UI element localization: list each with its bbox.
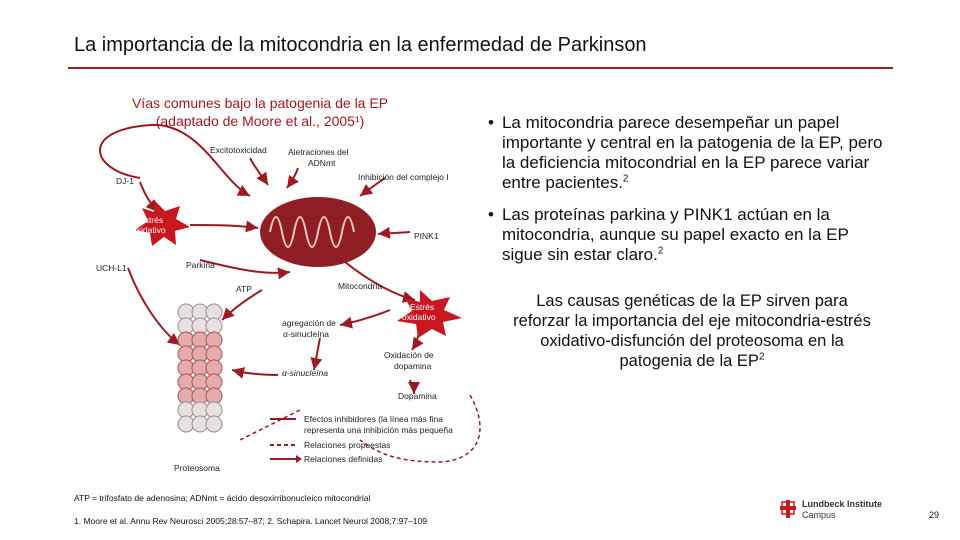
label-oxidacion-2: dopamina (394, 361, 432, 371)
proteasome-shape (178, 304, 222, 432)
label-alteraciones-2: ADNmt (308, 158, 336, 168)
arrow-pink1 (378, 232, 410, 234)
bullet-1-sup: 2 (622, 173, 629, 185)
label-estres-1-l1: Estrés (139, 215, 164, 225)
bullet-2-body: Las proteínas parkina y PINK1 actúan en la mitocondria, aunque su papel exacto en la EP sigue sin estar claro. (501, 205, 849, 264)
legend-definidas: Relaciones definidas (304, 454, 383, 464)
arrow-estres-agreg (340, 310, 390, 325)
label-estres-1-l2: oxidativo (132, 225, 166, 235)
bullet-item (488, 205, 886, 265)
legend-inhib-1: Efectos inhibidores (la línea más fina (304, 414, 443, 424)
label-excitotoxicidad: Excitotoxicidad (210, 145, 267, 155)
arrow-estres-mito (190, 225, 258, 228)
label-dopamina: Dopamina (398, 391, 437, 401)
causes-body: Las causas genéticas de la EP sirven para reforzar la importancia del eje mitocondria-estrés oxidativo-disfunción del proteosoma en la patogenia de la EP (513, 292, 871, 370)
label-proteosoma: Proteosoma (174, 463, 220, 473)
bullet-text-2 (502, 205, 886, 265)
bullet-item (488, 113, 886, 193)
label-mitocondria: Mitocondria (338, 281, 382, 291)
bullet-1-body: La mitocondria parece desempeñar un papel importante y central en la patogenia de la EP, pero la deficiencia mitocondrial en la EP parece variar entre pacientes. (501, 113, 883, 192)
lundbeck-logo (780, 498, 900, 522)
slide-title: La importancia de la mitocondria en la enfermedad de Parkinson (74, 34, 647, 56)
logo-line-2: Campus (802, 510, 836, 520)
bullet-list (488, 113, 886, 265)
label-dj1: DJ-1 (116, 176, 134, 186)
arrow-adn (287, 168, 298, 188)
label-alteraciones-1: Aletraciones del (288, 147, 349, 157)
label-pink1: PINK1 (414, 231, 439, 241)
page-number: 29 (929, 510, 940, 520)
mitochondrion-shape (260, 197, 376, 267)
footnote-abbreviations: ATP = trifosfato de adenosina; ADNmt = ácido desoxirribonucleico mitocondrial (74, 493, 371, 503)
bullet-marker: • (488, 113, 494, 132)
arrow-excito (250, 158, 268, 185)
caption-line-1: Vías comunes bajo la patogenia de la EP (131, 95, 389, 111)
arrow-sinuc-prot (232, 370, 278, 375)
legend-arrow-definidas (296, 455, 302, 463)
bullet-text-1 (502, 113, 886, 193)
label-sinucleina: α-sinucleína (282, 368, 328, 378)
logo-emblem-icon (780, 500, 796, 518)
label-estres-2-l1: Estrés (410, 302, 435, 312)
legend-propuestas: Relaciones propuestas (304, 440, 391, 450)
label-agregacion-1: agregación de (282, 318, 336, 328)
caption-line-2: (adaptado de Moore et al., 2005¹) (155, 113, 365, 129)
label-atp: ATP (236, 284, 252, 294)
causes-sup: 2 (758, 351, 765, 363)
dashed-sinuc (240, 410, 300, 440)
label-estres-2-l2: oxidativo (402, 312, 436, 322)
legend-inhib-2: representa una inhibición más pequeña (304, 425, 453, 435)
bullet-2-sup: 2 (657, 245, 664, 257)
label-oxidacion-1: Oxidación de (384, 350, 434, 360)
label-inhibicion: Inhibición del complejo I (358, 172, 449, 182)
arrow-agregacion (314, 338, 320, 370)
arrow-atp (222, 290, 262, 320)
label-agregacion-2: α-sinucleína (283, 329, 330, 339)
label-parkina: Parkina (186, 260, 215, 270)
causes-paragraph (508, 291, 876, 371)
logo-line-1: Lundbeck Institute (802, 499, 883, 509)
bullet-marker: • (488, 205, 494, 224)
label-uchl1: UCH-L1 (96, 263, 127, 273)
footnote-references: 1. Moore et al. Annu Rev Neurosci 2005;28:57–87; 2. Schapira. Lancet Neurol 2008;7:97–109 (74, 516, 427, 526)
arrow-uch (128, 268, 180, 345)
